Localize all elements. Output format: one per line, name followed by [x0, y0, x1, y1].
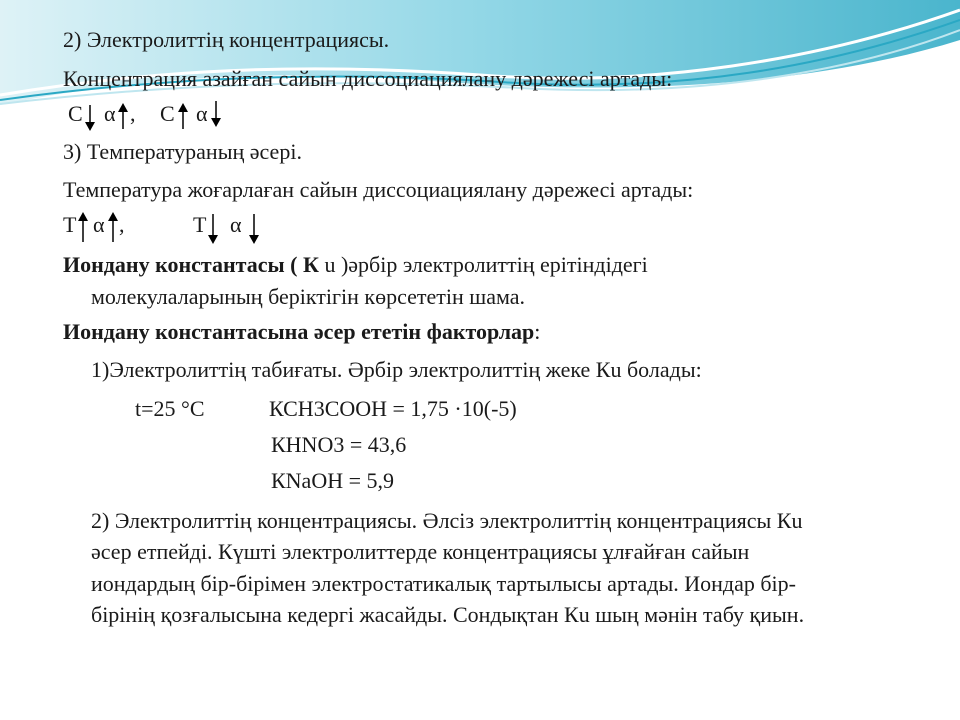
- equation-sodium-hydroxide: КNaOH = 5,9: [271, 468, 395, 493]
- heading-factors: [63, 319, 540, 345]
- symbol-t-2: Т: [193, 212, 207, 237]
- heading-temperature: 3) Температураның әсері.: [63, 139, 302, 164]
- factor-item-nature: 1)Электролиттің табиғаты. Әрбір электролиттің жеке Кu болады:: [91, 357, 702, 382]
- arrow-up-icon: [178, 103, 188, 129]
- symbol-c-2: С: [160, 101, 175, 126]
- separator-comma-1: ,: [130, 101, 136, 126]
- definition-ionization-constant: [63, 252, 648, 278]
- symbol-c-1: С: [68, 101, 83, 126]
- definition-text: )әрбір электролиттің ерітіндідегі: [335, 252, 648, 277]
- symbol-alpha-2: α: [196, 101, 208, 126]
- arrow-down-icon: [85, 105, 95, 131]
- text-temperature-effect: Температура жоғарлаған сайын диссоциациялану дәрежесі артады:: [63, 177, 694, 202]
- arrow-up-icon: [118, 103, 128, 129]
- paragraph-line-2: әсер етпейді. Күшті электролиттерде концентрациясы ұлғайған сайын: [91, 539, 750, 564]
- paragraph-line-3: иондардың бір-бірімен электростатикалық тартылысы артады. Иондар бір-: [91, 571, 796, 596]
- formula-concentration-arrows: [68, 101, 238, 131]
- paragraph-line-1: 2) Электролиттің концентрациясы. Әлсіз электролиттің концентрациясы Кu: [91, 508, 803, 533]
- factors-colon: :: [534, 319, 541, 344]
- arrow-up-icon: [78, 212, 88, 242]
- arrow-down-icon: [211, 101, 221, 127]
- definition-subscript-u: u: [318, 252, 336, 277]
- arrow-up-icon: [108, 212, 118, 242]
- definition-term: Иондану константасы ( К: [63, 252, 319, 277]
- separator-comma-2: ,: [119, 212, 125, 237]
- formula-temperature-arrows: [63, 212, 283, 244]
- symbol-alpha-4: α: [230, 212, 242, 237]
- paragraph-line-4: бірінің қозғалысына кедергі жасайды. Сондықтан Кu шың мәнін табу қиын.: [91, 602, 805, 627]
- heading-concentration: 2) Электролиттің концентрациясы.: [63, 27, 390, 52]
- equation-acetic-acid: КСН3СООН = 1,75 ·10(-5): [269, 396, 517, 421]
- arrow-down-icon: [208, 214, 218, 244]
- arrow-down-icon: [249, 214, 259, 244]
- equation-nitric-acid: КНNO3 = 43,6: [271, 432, 407, 457]
- temperature-condition: t=25 °С: [135, 396, 205, 421]
- symbol-alpha-1: α: [104, 101, 116, 126]
- definition-continuation: молекулаларының беріктігін көрсететін шама.: [91, 284, 525, 309]
- factors-term: Иондану константасына әсер ететін факторлар: [63, 319, 535, 344]
- text-concentration-effect: Концентрация азайған сайын диссоциациялану дәрежесі артады:: [63, 66, 673, 91]
- symbol-alpha-3: α: [93, 212, 105, 237]
- symbol-t-1: Т: [63, 212, 77, 237]
